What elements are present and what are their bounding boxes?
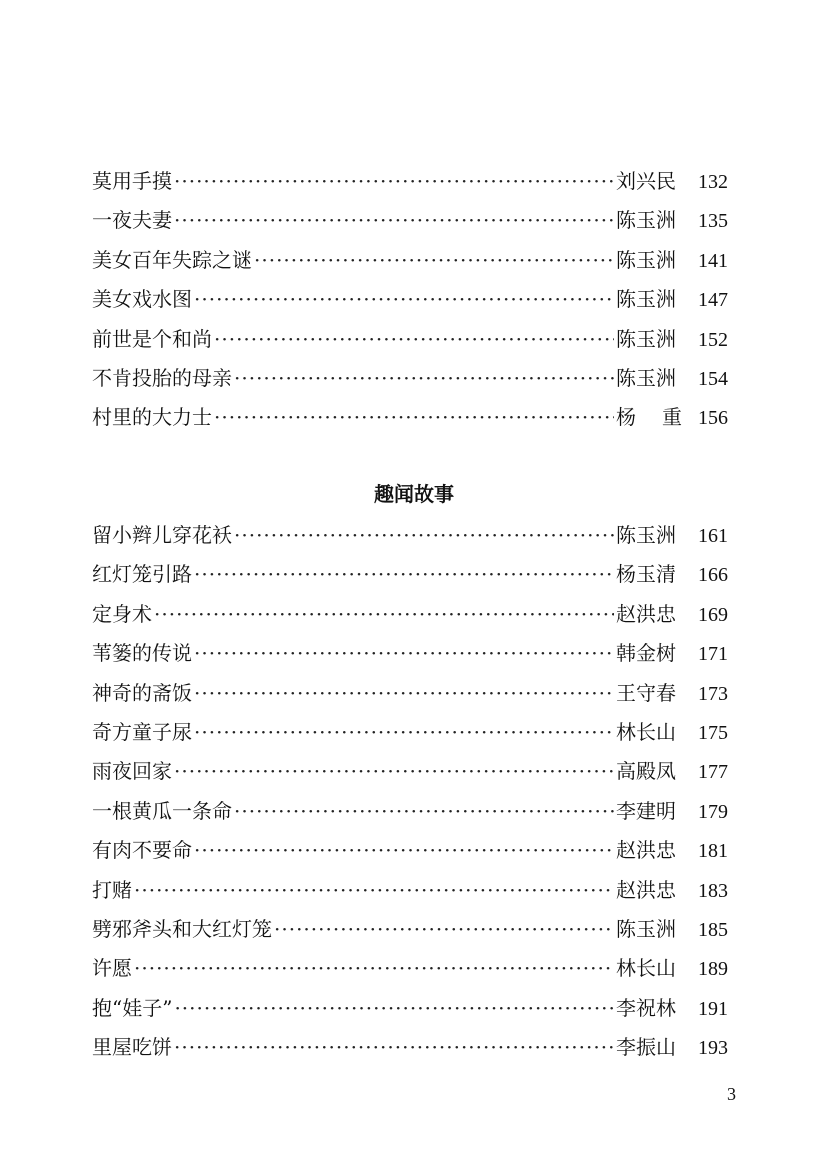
toc-entry xyxy=(92,634,728,673)
dot-leader xyxy=(174,752,614,791)
toc-entry xyxy=(92,320,728,359)
toc-entry-page: 154 xyxy=(698,367,728,390)
toc-entry-page: 181 xyxy=(698,840,728,863)
toc-entry xyxy=(92,871,728,910)
dot-leader xyxy=(214,320,614,359)
toc-entry-page: 193 xyxy=(698,1037,728,1060)
toc-entry-page: 175 xyxy=(698,721,728,744)
toc-entry-title: 红灯笼引路 xyxy=(92,562,192,587)
toc-entry-author: 韩金树 xyxy=(616,641,676,666)
toc-entry-author: 赵洪忠 xyxy=(616,877,676,902)
toc-entry-author: 陈玉洲 xyxy=(616,287,676,312)
toc-entry xyxy=(92,516,728,555)
toc-entry-page: 152 xyxy=(698,328,728,351)
toc-entry xyxy=(92,949,728,988)
toc-entry-title: 不肯投胎的母亲 xyxy=(92,365,232,390)
dot-leader xyxy=(194,713,614,752)
toc-entry xyxy=(92,831,728,870)
toc-entry xyxy=(92,713,728,752)
toc-entry-page: 189 xyxy=(698,958,728,981)
toc-entry-title: 美女戏水图 xyxy=(92,287,192,312)
toc-entry-page: 132 xyxy=(698,171,728,193)
dot-leader xyxy=(174,1028,614,1067)
toc-entry-page: 179 xyxy=(698,800,728,823)
toc-entry-author: 陈玉洲 xyxy=(616,365,676,390)
dot-leader xyxy=(194,555,614,594)
toc-entry xyxy=(92,989,728,1028)
toc-entry-title: 打赌 xyxy=(92,877,132,902)
toc-entry-title: 美女百年失踪之谜 xyxy=(92,247,252,272)
toc-entry-title: 莫用手摸 xyxy=(92,169,172,193)
toc-entry-title: 有肉不要命 xyxy=(92,838,192,863)
toc-entry xyxy=(92,910,728,949)
toc-entry-title: 里屋吃饼 xyxy=(92,1035,172,1060)
toc-entry-page: 147 xyxy=(698,289,728,312)
toc-entry xyxy=(92,752,728,791)
toc-entry-page: 173 xyxy=(698,682,728,705)
dot-leader xyxy=(274,910,614,949)
dot-leader xyxy=(214,398,614,437)
toc-section-2 xyxy=(92,516,728,1067)
toc-entry-title: 一夜夫妻 xyxy=(92,208,172,233)
toc-entry-title: 许愿 xyxy=(92,956,132,981)
dot-leader xyxy=(194,280,614,319)
dot-leader xyxy=(174,989,614,1028)
toc-entry-author: 高殿凤 xyxy=(616,759,676,784)
toc-entry-page: 135 xyxy=(698,210,728,233)
toc-entry-author: 李建明 xyxy=(616,798,676,823)
toc-entry-page: 183 xyxy=(698,879,728,902)
toc-entry-page: 191 xyxy=(698,997,728,1020)
toc-entry-author: 刘兴民 xyxy=(616,169,676,193)
toc-entry xyxy=(92,674,728,713)
toc-entry-page: 185 xyxy=(698,918,728,941)
dot-leader xyxy=(234,516,614,555)
toc-entry-author: 赵洪忠 xyxy=(616,601,676,626)
toc-entry xyxy=(92,595,728,634)
dot-leader xyxy=(234,359,614,398)
dot-leader xyxy=(234,792,614,831)
toc-entry-author: 李振山 xyxy=(616,1035,676,1060)
toc-entry-author: 陈玉洲 xyxy=(616,247,676,272)
toc-entry-page: 171 xyxy=(698,643,728,666)
toc-entry-author: 赵洪忠 xyxy=(616,838,676,863)
toc-entry xyxy=(92,359,728,398)
toc-entry xyxy=(92,1028,728,1067)
toc-entry-author: 王守春 xyxy=(616,680,676,705)
toc-entry xyxy=(92,241,728,280)
dot-leader xyxy=(134,871,614,910)
dot-leader xyxy=(194,634,614,673)
toc-entry-author: 陈玉洲 xyxy=(616,523,676,547)
toc-entry xyxy=(92,398,728,437)
toc-entry-title: 抱“娃子” xyxy=(92,995,173,1020)
toc-entry-author: 陈玉洲 xyxy=(616,208,676,233)
toc-entry-page: 156 xyxy=(698,407,728,430)
dot-leader xyxy=(194,674,614,713)
dot-leader xyxy=(174,162,614,201)
toc-entry xyxy=(92,792,728,831)
toc-entry-page: 161 xyxy=(698,525,728,547)
toc-entry-author: 杨 重 xyxy=(616,405,682,430)
toc-entry-title: 村里的大力士 xyxy=(92,405,212,430)
toc-entry-author: 李祝林 xyxy=(616,995,676,1020)
dot-leader xyxy=(154,595,614,634)
toc-entry-title: 一根黄瓜一条命 xyxy=(92,798,232,823)
toc-entry-page: 169 xyxy=(698,603,728,626)
toc-entry-title: 奇方童子尿 xyxy=(92,719,192,744)
toc-entry-page: 141 xyxy=(698,249,728,272)
dot-leader xyxy=(194,831,614,870)
toc-entry-author: 陈玉洲 xyxy=(616,916,676,941)
toc-entry-title: 苇篓的传说 xyxy=(92,641,192,666)
dot-leader xyxy=(254,241,614,280)
toc-entry-title: 劈邪斧头和大红灯笼 xyxy=(92,916,272,941)
dot-leader xyxy=(134,949,614,988)
toc-entry xyxy=(92,280,728,319)
toc-entry-author: 林长山 xyxy=(616,719,676,744)
toc-entry-title: 雨夜回家 xyxy=(92,759,172,784)
toc-entry xyxy=(92,555,728,594)
toc-entry-title: 留小辫儿穿花袄 xyxy=(92,523,232,547)
dot-leader xyxy=(174,201,614,240)
toc-entry-title: 前世是个和尚 xyxy=(92,326,212,351)
toc-entry-author: 陈玉洲 xyxy=(616,326,676,351)
toc-entry-page: 166 xyxy=(698,564,728,587)
toc-entry xyxy=(92,162,728,201)
section-heading: 趣闻故事 xyxy=(374,482,454,506)
toc-entry-page: 177 xyxy=(698,761,728,784)
toc-entry-author: 杨玉清 xyxy=(616,562,676,587)
toc-entry-title: 神奇的斋饭 xyxy=(92,680,192,705)
toc-entry-title: 定身术 xyxy=(92,601,152,626)
page-number: 3 xyxy=(727,1084,736,1104)
toc-entry xyxy=(92,201,728,240)
toc-entry-author: 林长山 xyxy=(616,956,676,981)
toc-section-1 xyxy=(92,162,728,438)
